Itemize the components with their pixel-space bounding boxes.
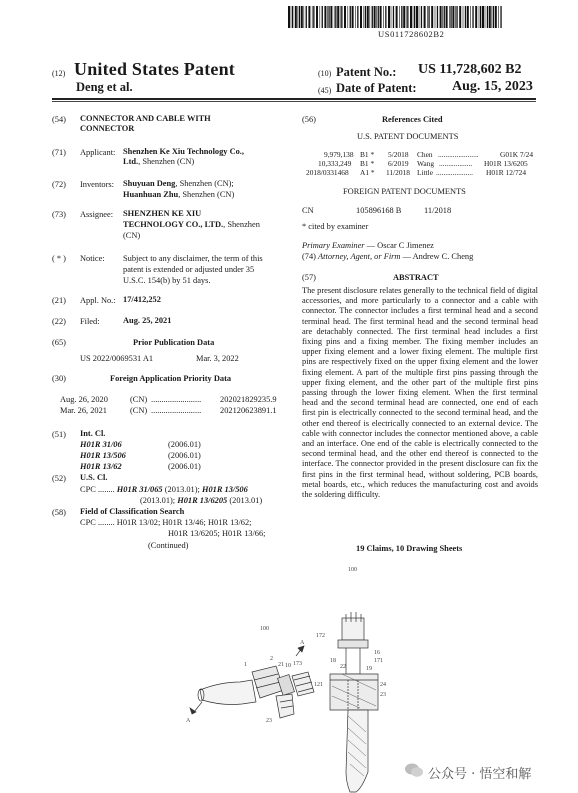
inid-52: (52) bbox=[52, 474, 66, 483]
barcode-bar bbox=[372, 6, 373, 28]
barcode-bar bbox=[465, 6, 466, 28]
cited-by-examiner: * cited by examiner bbox=[302, 222, 369, 231]
inid-code-10: (10) bbox=[318, 69, 332, 78]
inid-71: (71) bbox=[52, 148, 66, 157]
barcode-bar bbox=[455, 6, 456, 28]
patent-drawing bbox=[180, 562, 400, 793]
barcode-bar bbox=[306, 6, 307, 28]
abstract-title: ABSTRACT bbox=[393, 273, 439, 282]
barcode-bar bbox=[357, 6, 358, 28]
barcode-bar bbox=[340, 6, 341, 28]
title-line-1: CONNECTOR AND CABLE WITH bbox=[80, 114, 211, 123]
barcode-bar bbox=[406, 6, 407, 28]
int-cl-code: H01R 13/506 bbox=[80, 451, 126, 460]
claims-summary: 19 Claims, 10 Drawing Sheets bbox=[356, 544, 463, 553]
barcode-bar bbox=[424, 6, 426, 28]
barcode-bar bbox=[334, 6, 335, 28]
inid-73: (73) bbox=[52, 210, 66, 219]
barcode-bar bbox=[301, 6, 303, 28]
inid-51: (51) bbox=[52, 430, 66, 439]
inid-code-45: (45) bbox=[318, 86, 332, 95]
barcode-bar bbox=[463, 6, 464, 28]
barcode-bar bbox=[344, 6, 346, 28]
inid-21: (21) bbox=[52, 296, 66, 305]
field-search-line-2: H01R 13/6205; H01R 13/66; bbox=[168, 529, 266, 538]
drawing-label: 100 bbox=[260, 626, 269, 632]
priority-country: (CN) bbox=[130, 406, 148, 415]
barcode-bar bbox=[410, 6, 412, 28]
barcode-bar bbox=[335, 6, 336, 28]
barcode-bar bbox=[456, 6, 457, 28]
int-cl-version: (2006.01) bbox=[168, 440, 201, 449]
barcode-bar bbox=[416, 6, 418, 28]
title-line-2: CONNECTOR bbox=[80, 124, 135, 133]
drawing-label: 24 bbox=[380, 682, 386, 688]
inventor-1: Shuyuan Deng, Shenzhen (CN); bbox=[123, 179, 234, 188]
barcode-bar bbox=[492, 6, 493, 28]
drawing-label: 171 bbox=[374, 658, 383, 664]
document-type-title: United States Patent bbox=[74, 59, 235, 79]
barcode-bar bbox=[419, 6, 420, 28]
barcode-bar bbox=[428, 6, 429, 28]
patent-no-label: Patent No.: bbox=[336, 65, 397, 79]
barcode-bar bbox=[495, 6, 497, 28]
continued-note: (Continued) bbox=[148, 541, 189, 550]
drawing-label: 100 bbox=[348, 567, 357, 573]
field-search-line-1: CPC ........ H01R 13/02; H01R 13/46; H01R 13/62; bbox=[80, 518, 252, 527]
applicant-line-2: Ltd., Shenzhen (CN) bbox=[123, 157, 195, 166]
barcode-bar bbox=[291, 6, 292, 28]
barcode-bar bbox=[393, 6, 394, 28]
priority-country: (CN) bbox=[130, 395, 148, 404]
drawing-label: 23 bbox=[266, 718, 272, 724]
applicant-line-1: Shenzhen Ke Xiu Technology Co., bbox=[123, 147, 244, 156]
barcode-bar bbox=[452, 6, 454, 28]
barcode-bar bbox=[444, 6, 445, 28]
fixing-member bbox=[278, 675, 295, 696]
references-title: References Cited bbox=[382, 115, 443, 124]
watermark-text: 公众号 · 悟空和解 bbox=[428, 767, 532, 782]
assignee-line-2: TECHNOLOGY CO., LTD., Shenzhen bbox=[123, 220, 260, 229]
barcode-bar bbox=[489, 6, 491, 28]
barcode-bar bbox=[299, 6, 300, 28]
barcode-bar bbox=[365, 6, 366, 28]
barcode-bar bbox=[327, 6, 328, 28]
inventors-label: Inventors: bbox=[80, 180, 114, 189]
priority-date: Mar. 26, 2021 bbox=[60, 406, 107, 415]
barcode-bar bbox=[472, 6, 473, 28]
barcode-bar bbox=[403, 6, 405, 28]
priority-number: 202120623891.1 bbox=[220, 406, 277, 415]
prior-pub-date: Mar. 3, 2022 bbox=[196, 354, 239, 363]
notice-line-1: Subject to any disclaimer, the term of this bbox=[123, 254, 263, 263]
barcode-bar bbox=[487, 6, 488, 28]
barcode-bar bbox=[446, 6, 448, 28]
barcode-bar bbox=[298, 6, 299, 28]
assignee-label: Assignee: bbox=[80, 210, 114, 219]
drawing-label: 18 bbox=[330, 658, 336, 664]
barcode-bar bbox=[440, 6, 442, 28]
barcode-bar bbox=[355, 6, 356, 28]
drawing-label: 16 bbox=[374, 650, 380, 656]
inid-22: (22) bbox=[52, 317, 66, 326]
barcode-bar bbox=[475, 6, 477, 28]
header-rule bbox=[52, 98, 536, 100]
notice-line-3: U.S.C. 154(b) by 51 days. bbox=[123, 276, 211, 285]
drawing-label: 22 bbox=[340, 664, 346, 670]
abstract-text: The present disclosure relates generally to the technical field of digital accessories, and more particularly to a connector and a cable with connector. The connector includes a first terminal head and a second terminal head. The first terminal head and the second terminal head are detachably connected. The first terminal head includes a first fixing pins and a fixing member. The fixing member includes an upper fixing element and a lower fixing element. The multiple first pins are respectively fixed on the upper fixing element and the lower fixing element. A part of the multiple first pins passing through the upper fixing element, and the other part of the multiple first pins passing through the lower fixing element. When the first terminal head and the second terminal head are connected, one end of each first pin is electrically connected to the second terminal head, and the other end thereof is electrically connected to an external device. The cable with connector includes the connector mentioned above, a cable and an interface. One end of the cable is electrically connected to the second terminal head, and the other end thereof is connected to the interface. The connector provided in the present disclosure can fix the first pins in the first terminal head, without soldering, PCB boards, metal boards, etc., which reduces the manufacturing cost and avoids the soldering difficulty. bbox=[302, 286, 538, 500]
inid-30: (30) bbox=[52, 374, 66, 383]
filed-label: Filed: bbox=[80, 317, 100, 326]
foreign-doc-country: CN bbox=[302, 206, 314, 215]
barcode-bar bbox=[399, 6, 400, 28]
barcode-bar bbox=[427, 6, 428, 28]
barcode-bar bbox=[421, 6, 422, 28]
barcode-bar bbox=[341, 6, 342, 28]
barcode-bar bbox=[482, 6, 484, 28]
barcode-bar bbox=[312, 6, 313, 28]
wechat-icon bbox=[404, 762, 424, 779]
barcode-bar bbox=[470, 6, 471, 28]
barcode-bar bbox=[350, 6, 351, 28]
barcode-bar bbox=[320, 6, 321, 28]
barcode-bar bbox=[295, 6, 297, 28]
inid-code-12: (12) bbox=[52, 69, 66, 78]
drawing-label: 173 bbox=[293, 661, 302, 667]
barcode-bar bbox=[380, 6, 382, 28]
inid-57: (57) bbox=[302, 273, 316, 282]
int-cl-label: Int. Cl. bbox=[80, 429, 106, 438]
drawing-label: 1 bbox=[244, 662, 247, 668]
barcode-bar bbox=[324, 6, 326, 28]
date-of-patent: Aug. 15, 2023 bbox=[452, 79, 533, 94]
inid-72: (72) bbox=[52, 180, 66, 189]
priority-leader: ........................ bbox=[151, 406, 202, 415]
prior-pub-number: US 2022/0069531 A1 bbox=[80, 354, 154, 363]
barcode-bar bbox=[378, 6, 379, 28]
barcode-bar bbox=[304, 6, 305, 28]
drawing-label: 21 bbox=[278, 662, 284, 668]
foreign-doc-number: 105896168 B bbox=[356, 206, 402, 215]
barcode-bar bbox=[442, 6, 443, 28]
barcode-bar bbox=[401, 6, 402, 28]
barcode-bar bbox=[450, 6, 451, 28]
barcode-bar bbox=[288, 6, 290, 28]
drawing-label: 10 bbox=[285, 663, 291, 669]
barcode-bar bbox=[385, 6, 386, 28]
cable-body bbox=[200, 680, 256, 705]
drawing-label: 19 bbox=[366, 666, 372, 672]
applicant-label: Applicant: bbox=[80, 148, 116, 157]
barcode-bar bbox=[370, 6, 371, 28]
barcode bbox=[288, 6, 504, 28]
int-cl-code: H01R 31/06 bbox=[80, 440, 122, 449]
drawing-label: A bbox=[186, 718, 191, 724]
section-top bbox=[346, 648, 360, 674]
notice-label: Notice: bbox=[80, 254, 105, 263]
barcode-bar bbox=[498, 6, 499, 28]
foreign-doc-date: 11/2018 bbox=[424, 206, 452, 215]
barcode-bar bbox=[485, 6, 486, 28]
drawing-label: 172 bbox=[316, 633, 325, 639]
barcode-bar bbox=[313, 6, 314, 28]
attorney: (74) Attorney, Agent, or Firm — Andrew C. Cheng bbox=[302, 252, 474, 261]
barcode-bar bbox=[414, 6, 415, 28]
barcode-bar bbox=[376, 6, 377, 28]
priority-number: 202021829235.9 bbox=[220, 395, 277, 404]
prior-pub-title: Prior Publication Data bbox=[133, 338, 215, 347]
barcode-bar bbox=[308, 6, 310, 28]
barcode-bar bbox=[328, 6, 329, 28]
section-cable bbox=[346, 710, 368, 792]
priority-leader: ........................ bbox=[151, 395, 202, 404]
us-cl-cpc-line-2: (2013.01); H01R 13/6205 (2013.01) bbox=[140, 496, 263, 505]
appl-no-label: Appl. No.: bbox=[80, 296, 116, 305]
barcode-bar bbox=[493, 6, 494, 28]
barcode-bar bbox=[352, 6, 354, 28]
inventor-2: Huanhuan Zhu, Shenzhen (CN) bbox=[123, 190, 235, 199]
drawing-label: 121 bbox=[314, 682, 323, 688]
patent-number: US 11,728,602 B2 bbox=[418, 62, 522, 77]
barcode-bar bbox=[348, 6, 349, 28]
field-search-label: Field of Classification Search bbox=[80, 507, 185, 516]
publication-number: US011728602B2 bbox=[378, 29, 445, 39]
barcode-bar bbox=[407, 6, 408, 28]
barcode-bar bbox=[467, 6, 469, 28]
foreign-priority-title: Foreign Application Priority Data bbox=[110, 374, 232, 383]
us-docs-title: U.S. PATENT DOCUMENTS bbox=[357, 132, 459, 141]
assignee-line-1: SHENZHEN KE XIU bbox=[123, 209, 202, 218]
barcode-bar bbox=[364, 6, 365, 28]
filed-date: Aug. 25, 2021 bbox=[123, 316, 172, 325]
barcode-bar bbox=[330, 6, 332, 28]
inid-65: (65) bbox=[52, 338, 66, 347]
barcode-bar bbox=[322, 6, 323, 28]
barcode-bar bbox=[396, 6, 398, 28]
inid-56: (56) bbox=[302, 115, 316, 124]
barcode-bar bbox=[337, 6, 339, 28]
inid-54: (54) bbox=[52, 115, 66, 124]
inventor-short: Deng et al. bbox=[76, 80, 133, 94]
int-cl-code: H01R 13/62 bbox=[80, 462, 122, 471]
barcode-bar bbox=[437, 6, 438, 28]
us-cl-label: U.S. Cl. bbox=[80, 473, 108, 482]
inid-notice: ( * ) bbox=[52, 254, 66, 263]
barcode-bar bbox=[316, 6, 318, 28]
assignee-line-3: (CN) bbox=[123, 231, 141, 240]
barcode-bar bbox=[383, 6, 384, 28]
appl-no: 17/412,252 bbox=[123, 295, 161, 304]
barcode-bar bbox=[388, 6, 390, 28]
notice-line-2: patent is extended or adjusted under 35 bbox=[123, 265, 255, 274]
primary-examiner: Primary Examiner — Oscar C Jimenez bbox=[302, 241, 434, 250]
foreign-docs-title: FOREIGN PATENT DOCUMENTS bbox=[343, 187, 466, 196]
barcode-bar bbox=[374, 6, 376, 28]
priority-date: Aug. 26, 2020 bbox=[60, 395, 108, 404]
barcode-bar bbox=[435, 6, 436, 28]
barcode-bar bbox=[431, 6, 433, 28]
barcode-bar bbox=[391, 6, 392, 28]
barcode-bar bbox=[479, 6, 480, 28]
barcode-bar bbox=[360, 6, 362, 28]
header-rule-thin bbox=[52, 101, 536, 102]
section-body bbox=[330, 674, 378, 710]
barcode-bar bbox=[500, 6, 501, 28]
drawing-label: 23 bbox=[380, 692, 386, 698]
date-of-patent-label: Date of Patent: bbox=[336, 81, 417, 95]
barcode-bar bbox=[480, 6, 481, 28]
barcode-bar bbox=[459, 6, 461, 28]
barcode-bar bbox=[449, 6, 450, 28]
barcode-bar bbox=[367, 6, 369, 28]
barcode-bar bbox=[413, 6, 414, 28]
barcode-bar bbox=[292, 6, 293, 28]
int-cl-version: (2006.01) bbox=[168, 462, 201, 471]
us-cl-cpc-line-1: CPC ........ H01R 31/065 (2013.01); H01R 13/506 bbox=[80, 485, 248, 494]
drawing-label: A bbox=[300, 640, 305, 646]
int-cl-version: (2006.01) bbox=[168, 451, 201, 460]
inid-58: (58) bbox=[52, 508, 66, 517]
drawing-label: 2 bbox=[270, 656, 273, 662]
